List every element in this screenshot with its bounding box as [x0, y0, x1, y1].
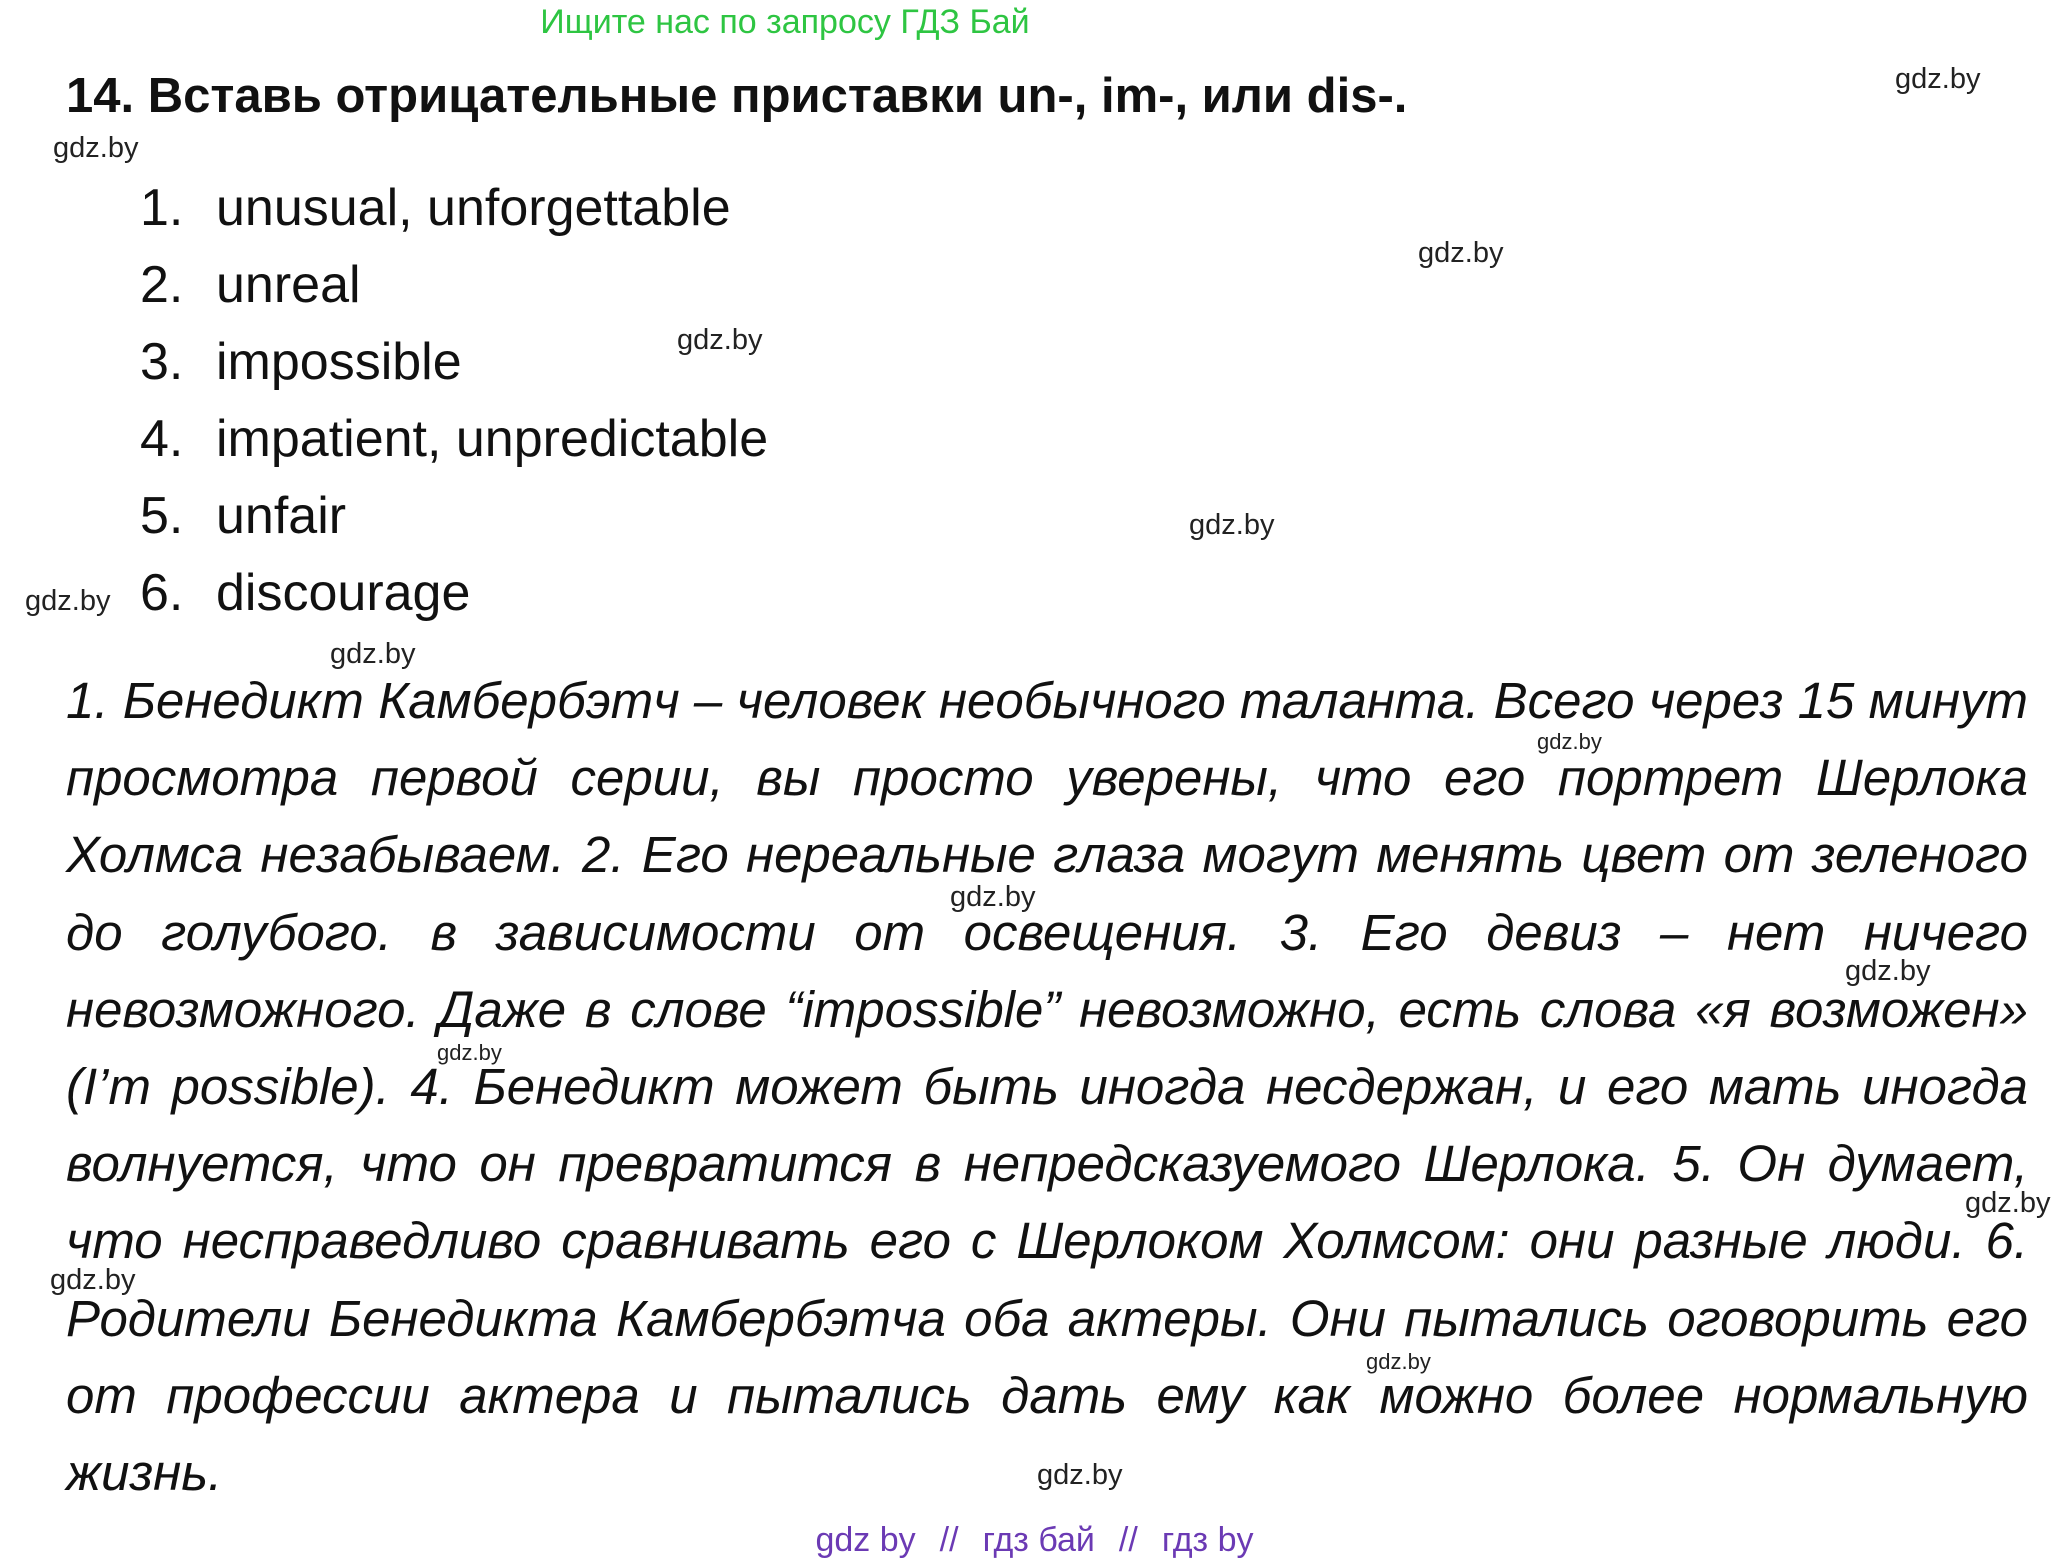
translation-paragraph: 1. Бенедикт Камбербэтч – человек необычного таланта. Всего через 15 минут просмотра первой серии, вы просто уверены, что его портрет Шерлока Холмса незабываем. 2. Его нереальные глаза могут менять цвет от зеленого до голубого. в зависимости от освещения. 3. Его девиз – нет ничего невозможного. Даже в слове “impossible” невозможно, есть слова «я возможен» (I’m possible). 4. Бенедикт может быть иногда несдержан, и его мать иногда волнуется, что он превратится в непредсказуемого Шерлока. 5. Он думает, что несправедливо сравнивать его с Шерлоком Холмсом: они разные люди. 6. Родители Бенедикта Камбербэтча оба актеры. Они пытались оговорить его от профессии актера и пытались дать ему как можно более нормальную жизнь.: [66, 672, 2028, 1502]
watermark: gdz.by: [1537, 729, 1602, 754]
footer-link-gdz-by[interactable]: gdz by: [815, 1521, 916, 1559]
list-item: [140, 401, 768, 478]
exercise-title: 14. Вставь отрицательные приставки un-, im-, или dis-.: [66, 69, 1408, 123]
watermark: gdz.by: [1895, 63, 1981, 95]
watermark: gdz.by: [330, 638, 416, 670]
list-item: [140, 247, 768, 324]
top-banner: Ищите нас по запросу ГДЗ Бай: [540, 3, 1030, 41]
item-text: unusual, unforgettable: [216, 179, 731, 237]
watermark: gdz.by: [437, 1040, 502, 1065]
item-number: 2.: [140, 256, 184, 314]
item-text: unfair: [216, 487, 347, 545]
watermark: gdz.by: [25, 585, 111, 617]
list-item: [140, 324, 768, 401]
item-text: impatient, unpredictable: [216, 410, 769, 468]
footer-link-gdz-by-cyr[interactable]: гдз by: [1161, 1521, 1254, 1559]
list-item: [140, 170, 768, 247]
watermark: gdz.by: [950, 881, 1036, 913]
watermark: gdz.by: [1418, 237, 1504, 269]
list-item: [140, 478, 768, 555]
answer-list: [140, 170, 768, 632]
item-number: 6.: [140, 564, 184, 622]
item-text: unreal: [216, 256, 361, 314]
watermark: gdz.by: [50, 1264, 136, 1296]
watermark: gdz.by: [1965, 1187, 2051, 1219]
item-number: 1.: [140, 179, 184, 237]
watermark: gdz.by: [1037, 1459, 1123, 1491]
item-number: 3.: [140, 333, 184, 391]
watermark: gdz.by: [1845, 955, 1931, 987]
item-text: impossible: [216, 333, 462, 391]
footer-links: [0, 1520, 2069, 1560]
footer-separator: //: [939, 1521, 959, 1559]
watermark: gdz.by: [1189, 509, 1275, 541]
watermark: gdz.by: [53, 132, 139, 164]
item-text: discourage: [216, 564, 471, 622]
watermark: gdz.by: [1366, 1349, 1431, 1374]
list-item: [140, 555, 768, 632]
item-number: 5.: [140, 487, 184, 545]
footer-link-gdz-bai[interactable]: гдз бай: [982, 1521, 1095, 1559]
item-number: 4.: [140, 410, 184, 468]
footer-separator: //: [1118, 1521, 1138, 1559]
watermark: gdz.by: [677, 324, 763, 356]
